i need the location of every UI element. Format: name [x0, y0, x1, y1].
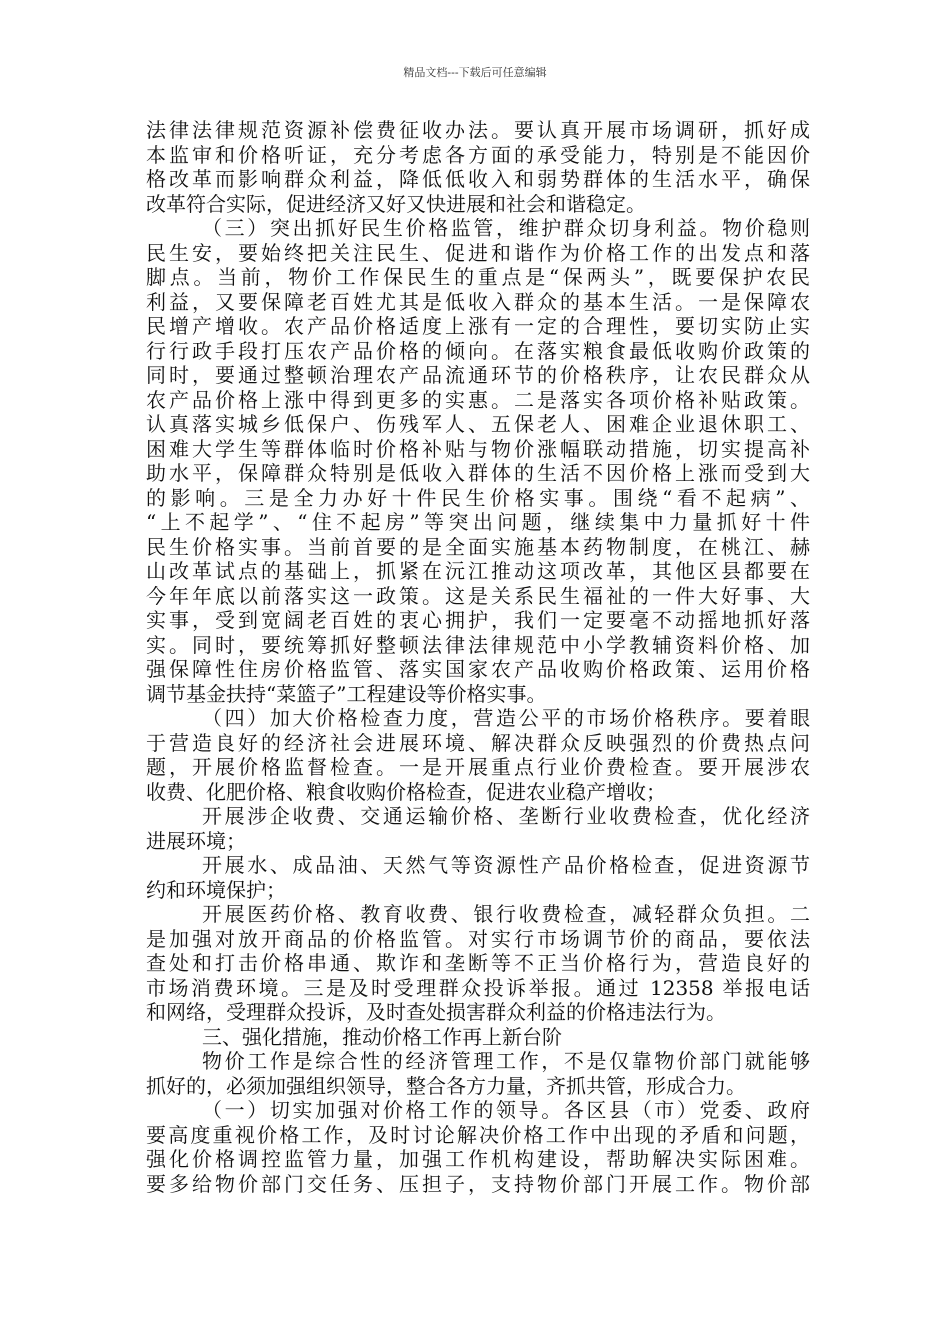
text-line: 进展环境； [146, 828, 246, 853]
text-line: 约和环境保护； [146, 877, 286, 902]
text-line: 物价工作是综合性的经济管理工作，不是仅靠物价部门就能够 [202, 1049, 810, 1073]
text-line: 困难大学生等群体临时价格补贴与物价涨幅联动措施，切实提高补 [146, 436, 810, 461]
document-body [146, 118, 810, 1196]
text-line: 强保障性住房价格监管、落实国家农产品收购价格政策、运用价格 [146, 657, 810, 681]
text-line: （三）突出抓好民生价格监管，维护群众切身利益。物价稳则 [202, 216, 810, 240]
text-line: 于营造良好的经济社会进展环境、解决群众反映强烈的价费热点问 [146, 730, 810, 755]
text-line: 助水平，保障群众特别是低收入群体的生活不因价格上涨而受到大 [146, 461, 810, 485]
text-line: 开展涉企收费、交通运输价格、垄断行业收费检查，优化经济 [202, 804, 810, 828]
text-line: 法律法律规范资源补偿费征收办法。要认真开展市场调研，抓好成 [146, 118, 810, 142]
text-line: 本监审和价格听证，充分考虑各方面的承受能力，特别是不能因价 [146, 142, 810, 167]
text-line: 行行政手段打压农产品价格的倾向。在落实粮食最低收购价政策的 [146, 338, 810, 363]
text-line: 脚点。当前，物价工作保民生的重点是“保两头”，既要保护农民 [146, 265, 810, 289]
text-line: 的影响。三是全力办好十件民生价格实事。围绕“看不起病”、 [146, 485, 810, 510]
text-line: 开展水、成品油、天然气等资源性产品价格检查，促进资源节 [202, 853, 810, 877]
text-line: （四）加大价格检查力度，营造公平的市场价格秩序。要着眼 [202, 706, 810, 730]
text-line: 市场消费环境。三是及时受理群众投诉举报。通过 12358 举报电话 [146, 975, 810, 1000]
text-line: 题，开展价格监督检查。一是开展重点行业价费检查。要开展涉农 [146, 755, 810, 779]
text-line: 认真落实城乡低保户、伤残军人、五保老人、困难企业退休职工、 [146, 412, 810, 436]
page-header: 精品文档---下载后可任意编辑 [403, 66, 547, 79]
text-line: 要高度重视价格工作，及时讨论解决价格工作中出现的矛盾和问题， [146, 1122, 810, 1147]
text-line: 调节基金扶持“菜篮子”工程建设等价格实事。 [146, 681, 547, 706]
text-line: 同时，要通过整顿治理农产品流通环节的价格秩序，让农民群众从 [146, 363, 810, 387]
text-line: 山改革试点的基础上，抓紧在沅江推动这项改革，其他区县都要在 [146, 559, 810, 583]
text-line: 民生安，要始终把关注民生、促进和谐作为价格工作的出发点和落 [146, 240, 810, 265]
text-line: 和网络，受理群众投诉，及时查处损害群众利益的价格违法行为。 [146, 1000, 726, 1024]
text-line: 是加强对放开商品的价格监管。对实行市场调节价的商品，要依法 [146, 926, 810, 951]
text-line: 农产品价格上涨中得到更多的实惠。二是落实各项价格补贴政策。 [146, 387, 810, 412]
text-line: 实。同时，要统筹抓好整顿法律法律规范中小学教辅资料价格、加 [146, 632, 810, 657]
text-line: 改革符合实际，促进经济又好又快进展和社会和谐稳定。 [146, 191, 646, 216]
text-line: 强化价格调控监管力量，加强工作机构建设，帮助解决实际困难。 [146, 1147, 810, 1171]
text-line: 利益，又要保障老百姓尤其是低收入群众的基本生活。一是保障农 [146, 289, 810, 314]
text-line: 民生价格实事。当前首要的是全面实施基本药物制度，在桃江、赫 [146, 534, 810, 559]
text-line: 要多给物价部门交任务、压担子，支持物价部门开展工作。物价部 [146, 1171, 810, 1196]
text-line: 民增产增收。农产品价格适度上涨有一定的合理性，要切实防止实 [146, 314, 810, 338]
text-line: 收费、化肥价格、粮食收购价格检查，促进农业稳产增收； [146, 779, 666, 804]
text-line: 开展医药价格、教育收费、银行收费检查，减轻群众负担。二 [202, 902, 810, 926]
text-line: 查处和打击价格串通、欺诈和垄断等不正当价格行为，营造良好的 [146, 951, 810, 975]
text-line: 今年年底以前落实这一政策。这是关系民生福祉的一件大好事、大 [146, 583, 810, 608]
text-line: （一）切实加强对价格工作的领导。各区县（市）党委、政府 [202, 1098, 810, 1122]
text-line: 三、强化措施，推动价格工作再上新台阶 [202, 1024, 562, 1049]
text-line: 实事，受到宽阔老百姓的衷心拥护，我们一定要毫不动摇地抓好落 [146, 608, 810, 632]
text-line: “上不起学”、“住不起房”等突出问题，继续集中力量抓好十件 [146, 510, 810, 534]
text-line: 抓好的，必须加强组织领导，整合各方力量，齐抓共管，形成合力。 [146, 1073, 746, 1098]
text-line: 格改革而影响群众利益，降低低收入和弱势群体的生活水平，确保 [146, 167, 810, 191]
